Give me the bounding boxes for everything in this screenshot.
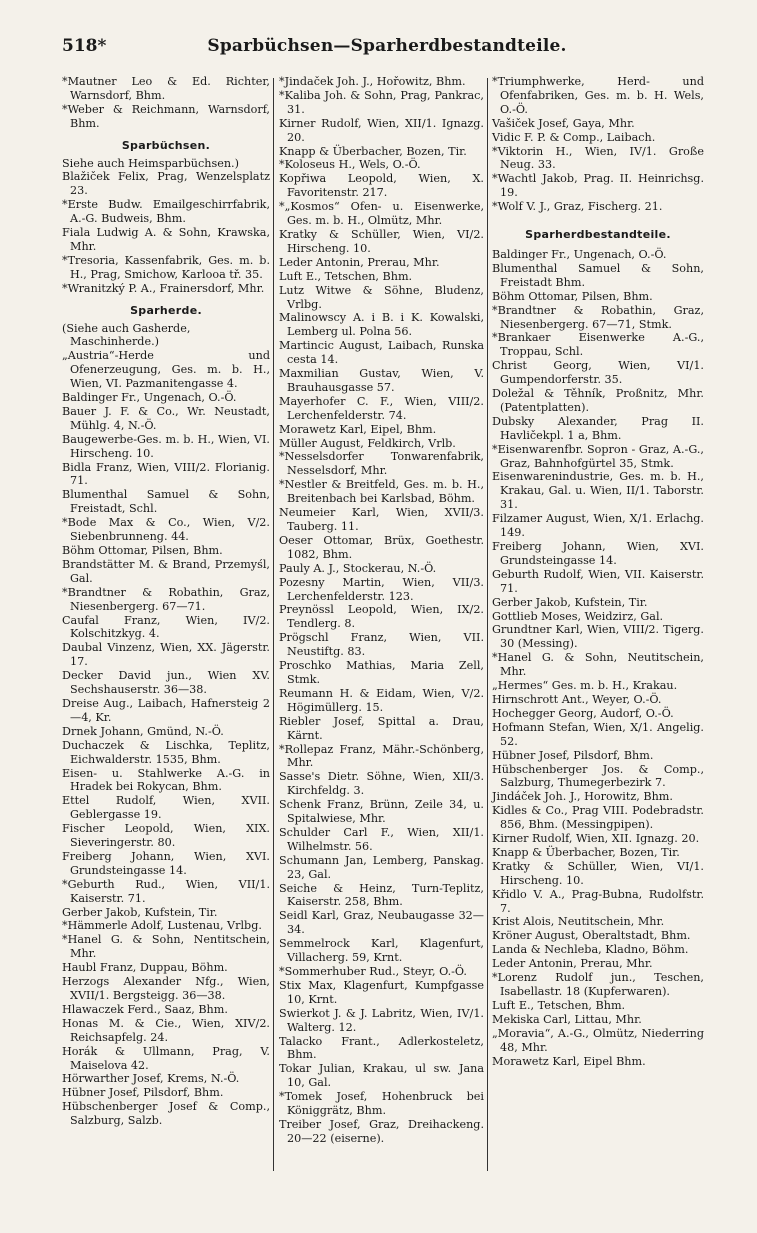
directory-entry: Mayerhofer C. F., Wien, VIII/2. Lerchenfelderstr. 74. (279, 394, 484, 422)
directory-entry: Christ Georg, Wien, VI/1. Gumpendorferstr. 35. (492, 359, 704, 387)
directory-entry: Semmelrock Karl, Klagenfurt, Villacherg. 59, Krnt. (279, 937, 484, 965)
directory-entry: Luft E., Tetschen, Bhm. (492, 998, 626, 1012)
directory-entry: *Hanel G. & Sohn, Neutitschein, Mhr. (492, 651, 704, 679)
directory-entry: Pauly A. J., Stockerau, N.-Ö. (279, 561, 437, 575)
column-3 (492, 75, 704, 1068)
column-2 (279, 75, 484, 1146)
page-title: Sparbüchsen—Sparherdbestandteile. (207, 36, 567, 56)
directory-entry: *Rollepaz Franz, Mähr.-Schönberg, Mhr. (279, 742, 484, 770)
directory-entry: Mekiska Carl, Littau, Mhr. (492, 1012, 642, 1026)
entry-list (492, 248, 704, 1068)
directory-entry: Preynössl Leopold, Wien, IX/2. Tendlerg. 8. (279, 603, 484, 631)
directory-entry: *Koloseus H., Wels, O.-Ö. (279, 158, 421, 172)
directory-entry: Dubsky Alexander, Prag II. Havličekpl. 1 a, Bhm. (492, 414, 704, 442)
directory-entry: *Hanel G. & Sohn, Nentitschein, Mhr. (62, 933, 270, 961)
directory-entry: Ettel Rudolf, Wien, XVII. Geblergasse 19. (62, 794, 270, 822)
directory-entry: Blumenthal Samuel & Sohn, Freistadt Bhm. (492, 261, 704, 289)
entry-list (279, 75, 484, 1146)
directory-entry: *Wranitzký P. A., Frainersdorf, Mhr. (62, 281, 265, 295)
directory-entry: Luft E., Tetschen, Bhm. (279, 269, 413, 283)
directory-entry: Gerber Jakob, Kufstein, Tir. (62, 905, 218, 919)
directory-entry: Böhm Ottomar, Pilsen, Bhm. (492, 289, 653, 303)
directory-entry: *Wachtl Jakob, Prag. II. Heinrichsg. 19. (492, 172, 704, 200)
directory-entry: Knapp & Überbacher, Bozen, Tir. (492, 845, 680, 859)
directory-entry: *Weber & Reichmann, Warnsdorf, Bhm. (62, 102, 270, 130)
directory-entry: Hörwarther Josef, Krems, N.-Ö. (62, 1072, 240, 1086)
cross-reference-note: (Siehe auch Gasherde, Maschinherde.) (62, 321, 191, 349)
directory-entry: Křidlo V. A., Prag-Bubna, Rudolfstr. 7. (492, 887, 704, 915)
directory-entry: *Kaliba Joh. & Sohn, Prag, Pankrac, 31. (279, 88, 484, 116)
directory-entry: Fischer Leopold, Wien, XIX. Sieveringerstr. 80. (62, 822, 270, 850)
directory-entry: Bauer J. F. & Co., Wr. Neustadt, Mühlg. 4, N.-Ö. (62, 404, 270, 432)
directory-entry: Decker David jun., Wien XV. Sechshauserstr. 36—38. (62, 669, 270, 697)
directory-entry: Gerber Jakob, Kufstein, Tir. (492, 595, 648, 609)
directory-entry: Bidla Franz, Wien, VIII/2. Florianig. 71. (62, 460, 270, 488)
directory-entry: Blumenthal Samuel & Sohn, Freistadt, Schl. (62, 488, 270, 516)
directory-entry: Oeser Ottomar, Brüx, Goethestr. 1082, Bhm. (279, 533, 484, 561)
directory-entry: Proschko Mathias, Maria Zell, Stmk. (279, 659, 484, 686)
section-heading-sparbuechsen: Sparbüchsen. (121, 138, 211, 152)
entry-list (62, 75, 270, 131)
directory-entry: Riebler Josef, Spittal a. Drau, Kärnt. (279, 714, 484, 742)
directory-entry: *Brandtner & Robathin, Graz, Niesenbergerg. 67—71, Stmk. (492, 303, 704, 331)
directory-entry: Gottlieb Moses, Weidzirz, Gal. (492, 609, 664, 623)
directory-entry: Duchaczek & Lischka, Teplitz, Eichwalderstr. 1535, Bhm. (62, 738, 270, 766)
directory-entry: Kratky & Schüller, Wien, VI/2. Hirscheng. 10. (279, 227, 484, 255)
directory-entry: Geburth Rudolf, Wien, VII. Kaiserstr. 71. (492, 567, 704, 595)
directory-entry: „Moravia“, A.-G., Olmütz, Niederring 48, Mhr. (492, 1026, 704, 1054)
directory-entry: *Brandtner & Robathin, Graz, Niesenbergerg. 67—71. (62, 585, 270, 613)
directory-entry: Schulder Carl F., Wien, XII/1. Wilhelmstr. 56. (279, 825, 484, 853)
directory-entry: Dreise Aug., Laibach, Hafnersteig 2—4, Kr. (62, 696, 270, 724)
directory-entry: Hirnschrott Ant., Weyer, O.-Ö. (492, 692, 662, 706)
directory-entry: *Wolf V. J., Graz, Fischerg. 21. (492, 200, 663, 214)
directory-entry: Hübschenberger Jos. & Comp., Salzburg, Thumegerbezirk 7. (492, 762, 704, 790)
directory-entry: Prögschl Franz, Wien, VII. Neustiftg. 83. (279, 631, 484, 659)
directory-entry: Grundtner Karl, Wien, VIII/2. Tigerg. 30 (Messing). (492, 623, 704, 651)
directory-entry: „Austria“-Herde und Ofenerzeugung, Ges. m. b. H., Wien, VI. Pazmanitengasse 4. (62, 349, 270, 391)
directory-entry: Vidic F. P. & Comp., Laibach. (492, 130, 656, 144)
directory-entry: Kirner Rudolf, Wien, XII/1. Ignazg. 20. (279, 116, 484, 144)
directory-entry: *Brankaer Eisenwerke A.-G., Troppau, Schl. (492, 331, 704, 359)
directory-entry: Landa & Nechleba, Kladno, Böhm. (492, 943, 689, 957)
directory-entry: Pozesny Martin, Wien, VII/3. Lerchenfelderstr. 123. (279, 575, 484, 603)
directory-entry: *Eisenwarenfbr. Sopron - Graz, A.-G., Graz, Bahnhofgürtel 35, Stmk. (492, 442, 704, 470)
section-heading-sparherde: Sparherde. (130, 303, 202, 317)
entry-list (492, 75, 704, 214)
directory-entry: *Lorenz Rudolf jun., Teschen, Isabellastr. 18 (Kupferwaren). (492, 971, 704, 998)
directory-entry: Horák & Ullmann, Prag, V. Maiselova 42. (62, 1044, 270, 1072)
directory-entry: Krist Alois, Neutitschein, Mhr. (492, 915, 665, 929)
directory-entry: *Nesselsdorfer Tonwarenfabrik, Nesselsdorf, Mhr. (279, 450, 484, 478)
entry-list (62, 349, 270, 1128)
directory-entry: Freiberg Johann, Wien, XVI. Grundsteingasse 14. (492, 540, 704, 567)
directory-entry: Haubl Franz, Duppau, Böhm. (62, 961, 228, 975)
page-header (62, 36, 712, 60)
directory-entry: *Geburth Rud., Wien, VII/1. Kaiserstr. 71. (62, 877, 270, 905)
directory-entry: Baldinger Fr., Ungenach, O.-Ö. (62, 391, 237, 405)
directory-entry: Eisenwarenindustrie, Ges. m. b. H., Krakau, Gal. u. Wien, II/1. Taborstr. 31. (492, 470, 704, 512)
directory-entry: Swierkot J. & J. Labritz, Wien, IV/1. Walterg. 12. (279, 1006, 484, 1034)
directory-entry: Leder Antonin, Prerau, Mhr. (492, 957, 653, 971)
directory-entry: *„Kosmos“ Ofen- u. Eisenwerke, Ges. m. b. H., Olmütz, Mhr. (279, 200, 484, 228)
directory-entry: Hlawaczek Ferd., Saaz, Bhm. (62, 1002, 228, 1016)
directory-entry: Hübner Josef, Pilsdorf, Bhm. (492, 748, 654, 762)
directory-entry: Morawetz Karl, Eipel Bhm. (492, 1054, 646, 1068)
directory-entry: Hofmann Stefan, Wien, X/1. Angelig. 52. (492, 720, 704, 748)
directory-entry: *Viktorin H., Wien, IV/1. Große Neug. 33. (492, 144, 704, 172)
directory-entry: Caufal Franz, Wien, IV/2. Kolschitzkyg. 4. (62, 613, 270, 641)
directory-entry: *Hämmerle Adolf, Lustenau, Vrlbg. (62, 919, 262, 933)
directory-entry: *Erste Budw. Emailgeschirrfabrik, A.-G. Budweis, Bhm. (62, 198, 270, 226)
directory-entry: Kröner August, Oberaltstadt, Bhm. (492, 929, 691, 943)
directory-entry: Herzogs Alexander Nfg., Wien, XVII/1. Bergsteigg. 36—38. (62, 975, 270, 1002)
directory-entry: Seidl Karl, Graz, Neubaugasse 32—34. (279, 909, 484, 937)
section-heading-sparherdbestandteile: Sparherdbestandteile. (525, 228, 671, 242)
directory-entry: Siehe auch Heimsparbüchsen.) (62, 156, 239, 170)
column-1 (62, 75, 270, 1128)
directory-entry: Fiala Ludwig A. & Sohn, Krawska, Mhr. (62, 226, 270, 253)
directory-entry: Maxmilian Gustav, Wien, V. Brauhausgasse 57. (279, 367, 484, 394)
directory-entry: *Sommerhuber Rud., Steyr, O.-Ö. (279, 965, 467, 978)
directory-entry: Seiche & Heinz, Turn-Teplitz, Kaiserstr. 258, Bhm. (279, 881, 484, 909)
directory-entry: Baldinger Fr., Ungenach, O.-Ö. (492, 247, 667, 261)
directory-entry: *Tresoria, Kassenfabrik, Ges. m. b. H., Prag, Smichow, Karlooa tř. 35. (62, 253, 270, 281)
directory-entry: Hochegger Georg, Audorf, O.-Ö. (492, 706, 674, 720)
directory-entry: Knapp & Überbacher, Bozen, Tir. (279, 144, 467, 158)
directory-entry: Hübner Josef, Pilsdorf, Bhm. (62, 1086, 224, 1100)
directory-entry: Schumann Jan, Lemberg, Panskag. 23, Gal. (279, 853, 484, 881)
directory-entry: Sasse's Dietr. Söhne, Wien, XII/3. Kirchfeldg. 3. (279, 770, 484, 798)
directory-entry: Neumeier Karl, Wien, XVII/3. Tauberg. 11. (279, 506, 484, 533)
directory-entry: *Mautner Leo & Ed. Richter, Warnsdorf, Bhm. (62, 75, 270, 102)
directory-entry: Kratky & Schüller, Wien, VI/1. Hirscheng. 10. (492, 859, 704, 887)
directory-entry: Filzamer August, Wien, X/1. Erlachg. 149. (492, 512, 704, 540)
directory-entry: Eisen- u. Stahlwerke A.-G. in Hradek bei Rokycan, Bhm. (62, 766, 270, 794)
directory-entry: Malinowscy A. i B. i K. Kowalski, Lemberg ul. Polna 56. (279, 311, 484, 339)
directory-entry: Baugewerbe-Ges. m. b. H., Wien, VI. Hirscheng. 10. (62, 432, 270, 460)
directory-entry: Leder Antonin, Prerau, Mhr. (279, 255, 440, 269)
directory-entry: Kidles & Co., Prag VIII. Podebradstr. 856, Bhm. (Messingpipen). (492, 804, 704, 832)
directory-entry: Müller August, Feldkirch, Vrlb. (279, 436, 456, 450)
directory-entry: Talacko Frant., Adlerkosteletz, Bhm. (279, 1034, 484, 1062)
directory-entry: Schenk Franz, Brünn, Zeile 34, u. Spitalwiese, Mhr. (279, 798, 484, 826)
directory-entry: Reumann H. & Eidam, Wien, V/2. Högimüllerg. 15. (279, 686, 484, 714)
directory-entry: Daubal Vinzenz, Wien, XX. Jägerstr. 17. (62, 641, 270, 669)
directory-entry: Tokar Julian, Krakau, ul sw. Jana 10, Gal. (279, 1062, 484, 1090)
entry-list (62, 157, 270, 296)
directory-entry: Jindáček Joh. J., Horowitz, Bhm. (492, 790, 673, 804)
directory-entry: Blažiček Felix, Prag, Wenzelsplatz 23. (62, 170, 270, 198)
directory-entry: Brandstätter M. & Brand, Przemyśl, Gal. (62, 557, 270, 585)
directory-entry: Drnek Johann, Gmünd, N.-Ö. (62, 724, 224, 738)
directory-entry: Honas M. & Cie., Wien, XIV/2. Reichsapfelg. 24. (62, 1016, 270, 1044)
directory-entry: Hübschenberger Josef & Comp., Salzburg, Salzb. (62, 1100, 270, 1128)
directory-entry: *Triumphwerke, Herd- und Ofenfabriken, Ges. m. b. H. Wels, O.-Ö. (492, 75, 704, 116)
directory-entry: Kopřiwa Leopold, Wien, X. Favoritenstr. 217. (279, 172, 484, 200)
directory-entry: *Bode Max & Co., Wien, V/2. Siebenbrunneng. 44. (62, 516, 270, 544)
directory-entry: *Nestler & Breitfeld, Ges. m. b. H., Breitenbach bei Karlsbad, Böhm. (279, 478, 484, 506)
page-number: 518* (62, 36, 107, 56)
directory-entry: Vašiček Josef, Gaya, Mhr. (492, 116, 635, 130)
directory-entry: Freiberg Johann, Wien, XVI. Grundsteingasse 14. (62, 849, 270, 877)
directory-entry: *Jindaček Joh. J., Hořowitz, Bhm. (279, 75, 466, 88)
column-divider-2 (487, 78, 488, 1171)
directory-entry: Treiber Josef, Graz, Dreihackeng. 20—22 (eiserne). (279, 1117, 484, 1145)
directory-entry: Doležal & Těhník, Proßnitz, Mhr. (Patentplatten). (492, 387, 704, 414)
directory-entry: Lutz Witwe & Söhne, Bludenz, Vrlbg. (279, 283, 484, 311)
directory-entry: Stix Max, Klagenfurt, Kumpfgasse 10, Krnt. (279, 978, 484, 1006)
directory-entry: „Hermes“ Ges. m. b. H., Krakau. (492, 679, 678, 693)
directory-entry: Böhm Ottomar, Pilsen, Bhm. (62, 544, 223, 557)
directory-entry: Morawetz Karl, Eipel, Bhm. (279, 422, 437, 436)
directory-entry: *Tomek Josef, Hohenbruck bei Königgrätz, Bhm. (279, 1090, 484, 1118)
directory-entry: Kirner Rudolf, Wien, XII. Ignazg. 20. (492, 832, 700, 846)
directory-entry: Martincic August, Laibach, Runska cesta 14. (279, 339, 484, 367)
column-divider-1 (273, 78, 274, 1171)
